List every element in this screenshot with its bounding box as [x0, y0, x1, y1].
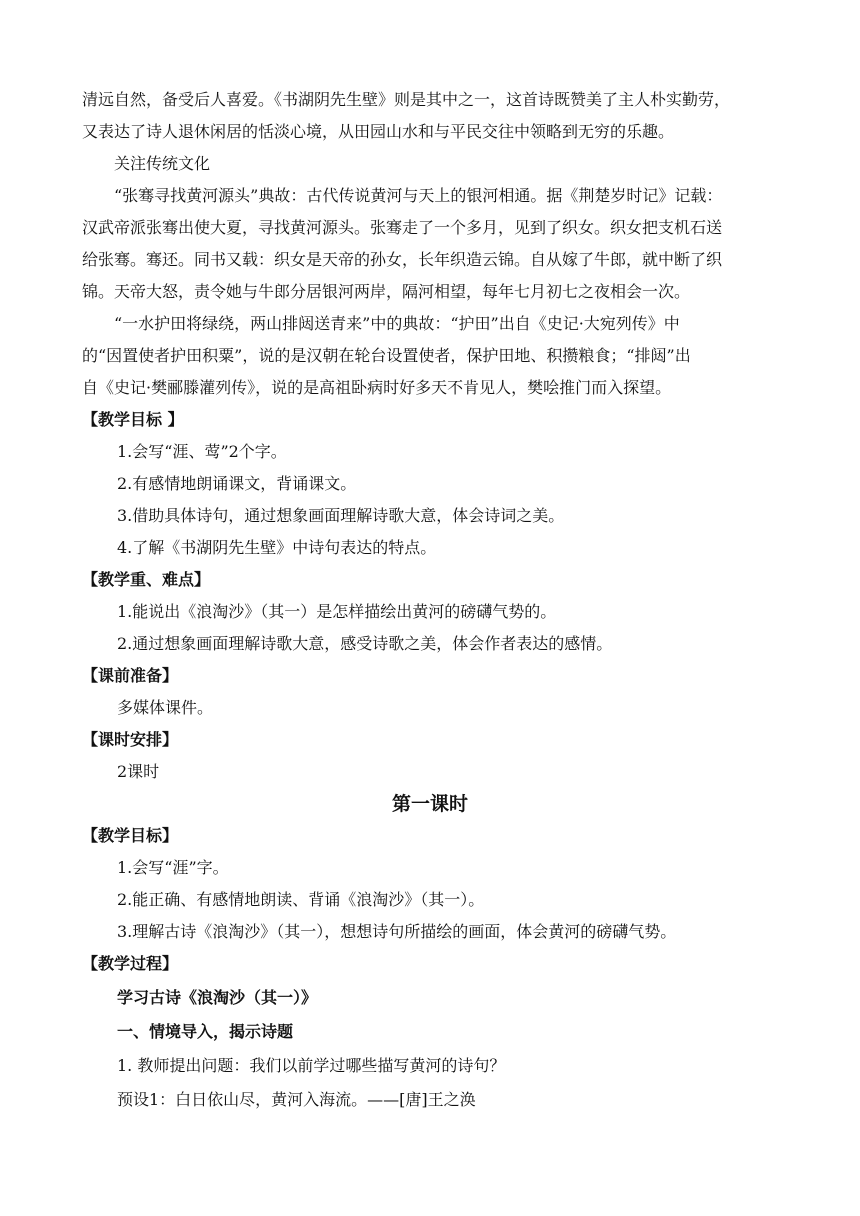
schedule-text: 2课时	[117, 762, 160, 781]
lesson-goal-item: 3.理解古诗《浪淘沙》（其一），想想诗句所描绘的画面，体会黄河的磅礴气势。	[117, 922, 677, 941]
goal-item: 3.借助具体诗句，通过想象画面理解诗歌大意，体会诗词之美。	[117, 506, 565, 525]
section-heading: 一、情境导入，揭示诗题	[117, 1022, 294, 1041]
culture-paragraph-line: 汉武帝派张骞出使大夏，寻找黄河源头。张骞走了一个多月，见到了织女。织女把支机石送	[82, 218, 723, 237]
goals-heading: 【教学目标 】	[82, 410, 184, 429]
prep-text: 多媒体课件。	[117, 698, 214, 717]
preset-item: 预设1：白日依山尽，黄河入海流。——[唐]王之涣	[117, 1090, 476, 1109]
goal-item: 2.有感情地朗诵课文，背诵课文。	[117, 474, 357, 493]
lesson-title: 第一课时	[391, 793, 468, 815]
lesson-goals-heading: 【教学目标】	[82, 826, 179, 845]
lesson-goal-item: 2.能正确、有感情地朗读、背诵《浪淘沙》（其一）。	[117, 890, 485, 909]
key-points-heading: 【教学重、难点】	[82, 570, 211, 589]
culture-paragraph-line: “张骞寻找黄河源头”典故：古代传说黄河与天上的银河相通。据《荆楚岁时记》记载：	[114, 186, 723, 205]
culture-paragraph-line: 锦。天帝大怒，责令她与牛郎分居银河两岸，隔河相望，每年七月初七之夜相会一次。	[82, 282, 691, 301]
lesson-goal-item: 1.会写“涯”字。	[117, 858, 229, 877]
schedule-heading: 【课时安排】	[82, 730, 179, 749]
question-item: 1. 教师提出问题：我们以前学过哪些描写黄河的诗句？	[117, 1056, 506, 1075]
culture-paragraph-line: 给张骞。骞还。同书又载：织女是天帝的孙女，长年织造云锦。自从嫁了牛郎，就中断了织	[82, 250, 723, 269]
prep-heading: 【课前准备】	[82, 666, 179, 685]
culture-paragraph-line: “一水护田将绿绕，两山排闼送青来”中的典故：“护田”出自《史记·大宛列传》中	[114, 314, 680, 333]
goal-item: 1.会写“涯、莺”2个字。	[117, 442, 287, 461]
intro-line: 清远自然，备受后人喜爱。《书湖阴先生壁》则是其中之一，这首诗既赞美了主人朴实勤劳，	[82, 90, 731, 109]
goal-item: 4.了解《书湖阴先生壁》中诗句表达的特点。	[117, 538, 437, 557]
process-heading: 【教学过程】	[82, 954, 179, 973]
culture-paragraph-line: 的“因置使者护田积粟”，说的是汉朝在轮台设置使者，保护田地、积攒粮食；“排闼”出	[82, 346, 691, 365]
study-title: 学习古诗《浪淘沙（其一）》	[117, 988, 318, 1007]
intro-line: 又表达了诗人退休闲居的恬淡心境，从田园山水和与平民交往中领略到无穷的乐趣。	[82, 122, 675, 141]
culture-paragraph-line: 自《史记·樊郦滕灌列传》，说的是高祖卧病时好多天不肯见人，樊哙推门而入探望。	[82, 378, 672, 397]
culture-title: 关注传统文化	[114, 154, 211, 173]
key-point-item: 2.通过想象画面理解诗歌大意，感受诗歌之美，体会作者表达的感情。	[117, 634, 613, 653]
key-point-item: 1.能说出《浪淘沙》（其一）是怎样描绘出黄河的磅礴气势的。	[117, 602, 557, 621]
